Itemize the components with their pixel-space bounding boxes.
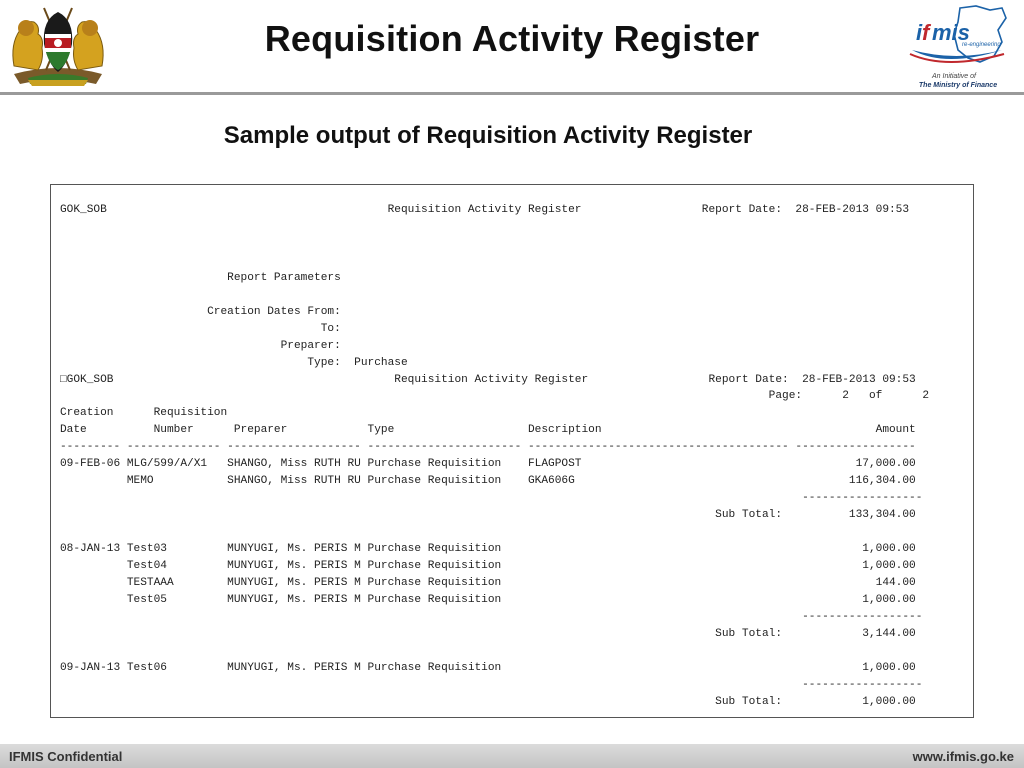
slide-title: Requisition Activity Register: [264, 18, 760, 59]
report-line: Preparer:: [60, 339, 341, 352]
report-line: GOK_SOB Requisition Activity Register Report Date: 28-FEB-2013 09:53: [60, 204, 910, 216]
report-line: Type: Purchase: [60, 356, 408, 369]
report-line: Report Parameters: [60, 271, 341, 284]
report-line: ------------------: [60, 492, 923, 505]
report-line: Creation Dates From:: [60, 305, 341, 318]
report-line: Date Number Preparer Type Description Amount: [60, 424, 916, 437]
report-line: Sub Total: 133,304.00: [60, 509, 916, 522]
report-line: Test05 MUNYUGI, Ms. PERIS M Purchase Requisition 1,000.00: [60, 593, 916, 606]
svg-text:The Ministry of Finance: The Ministry of Finance: [918, 82, 998, 89]
report-line: Page: 2 of 2: [60, 390, 930, 403]
report-line: --------- -------------- -------------------- ----------------------- --------------------------------------- ------------------: [60, 441, 916, 454]
svg-text:f: f: [922, 20, 930, 45]
report-line: 09-FEB-06 MLG/599/A/X1 SHANGO, Miss RUTH RU Purchase Requisition FLAGPOST 17,000.00: [60, 458, 916, 471]
report-line: Test04 MUNYUGI, Ms. PERIS M Purchase Requisition 1,000.00: [60, 560, 916, 573]
report-output-panel: [50, 184, 974, 718]
report-line: □GOK_SOB Requisition Activity Register Report Date: 28-FEB-2013 09:53: [60, 373, 916, 386]
slide-subtitle: Sample output of Requisition Activity Register: [223, 122, 753, 149]
ifmis-logo: [906, 4, 1016, 90]
header-divider: [0, 92, 1024, 95]
report-line: MEMO SHANGO, Miss RUTH RU Purchase Requisition GKA606G 116,304.00: [60, 475, 916, 488]
svg-text:re-engineering: re-engineering: [962, 42, 1001, 48]
report-line: Sub Total: 3,144.00: [60, 627, 916, 640]
svg-text:mis: mis: [932, 20, 970, 45]
report-line: 09-JAN-13 Test06 MUNYUGI, Ms. PERIS M Purchase Requisition 1,000.00: [60, 661, 916, 674]
report-line: Sub Total: 1,000.00: [60, 695, 916, 708]
footer-confidential-label: IFMIS Confidential: [9, 749, 123, 764]
report-text: [60, 202, 929, 711]
report-line: ------------------: [60, 678, 923, 691]
report-line: ------------------: [60, 610, 923, 623]
footer-website-link[interactable]: www.ifmis.go.ke: [912, 749, 1014, 764]
report-line: TESTAAA MUNYUGI, Ms. PERIS M Purchase Requisition 144.00: [60, 576, 916, 589]
report-line: To:: [60, 322, 341, 335]
slide-footer: [0, 744, 1024, 768]
report-line: 08-JAN-13 Test03 MUNYUGI, Ms. PERIS M Purchase Requisition 1,000.00: [60, 543, 916, 556]
svg-text:An Initiative of: An Initiative of: [932, 73, 976, 80]
report-line: Creation Requisition: [60, 407, 228, 420]
slide-header: [0, 0, 1024, 96]
svg-text:i: i: [916, 20, 923, 45]
